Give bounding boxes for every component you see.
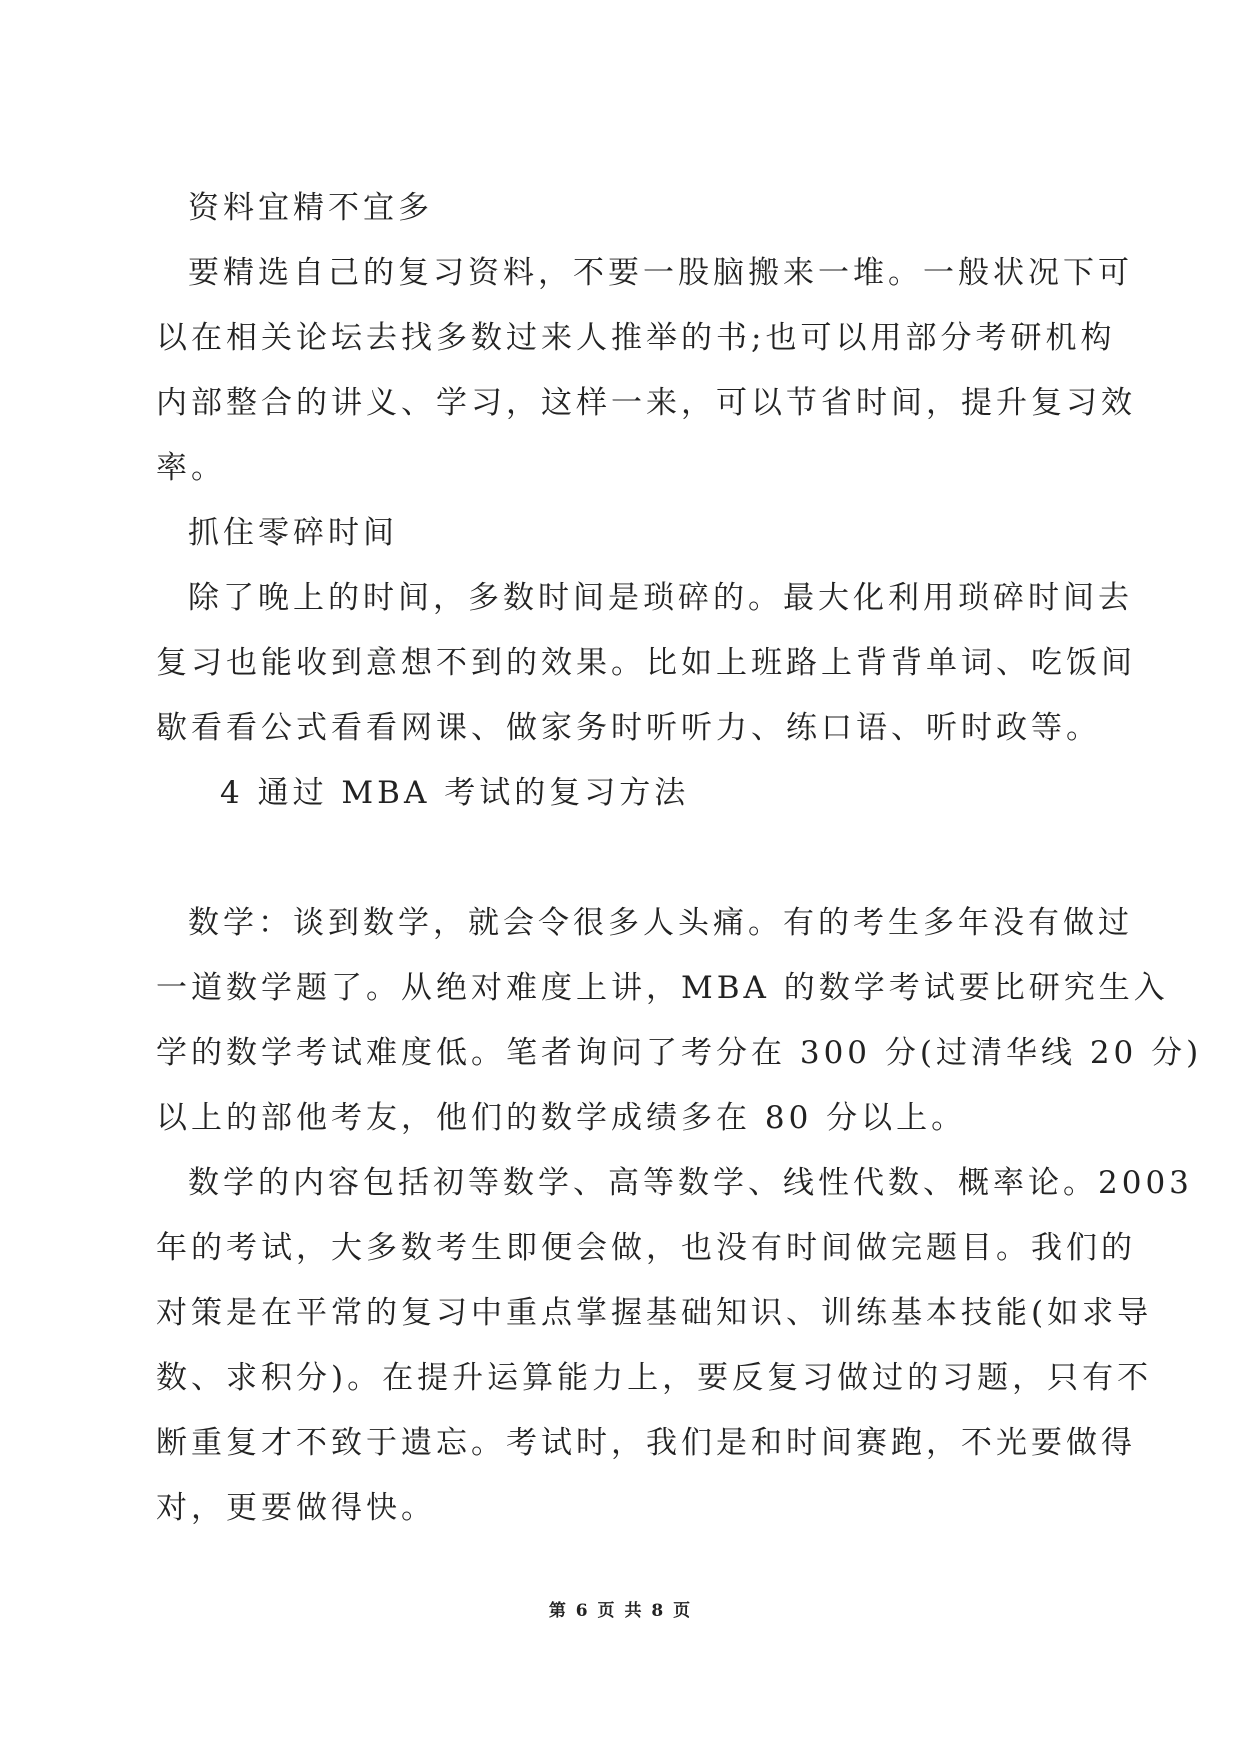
paragraph-line: 复习也能收到意想不到的效果。比如上班路上背背单词、吃饭间: [156, 645, 1136, 681]
paragraph-line: 以上的部他考友，他们的数学成绩多在 80 分以上。: [156, 1100, 967, 1136]
section-heading-spare-time: 抓住零碎时间: [188, 515, 398, 551]
paragraph-line: 一道数学题了。从绝对难度上讲，MBA 的数学考试要比研究生入: [156, 970, 1169, 1006]
section-heading-materials: 资料宜精不宜多: [188, 190, 433, 226]
paragraph-line: 内部整合的讲义、学习，这样一来，可以节省时间，提升复习效: [156, 385, 1136, 421]
paragraph-line: 对，更要做得快。: [156, 1490, 436, 1526]
paragraph-line: 以在相关论坛去找多数过来人推举的书;也可以用部分考研机构: [156, 320, 1116, 356]
paragraph-line: 数、求积分)。在提升运算能力上，要反复习做过的习题，只有不: [156, 1360, 1153, 1396]
paragraph-line: 数学：谈到数学，就会令很多人头痛。有的考生多年没有做过: [188, 905, 1133, 941]
section-heading-mba-methods: 4 通过 MBA 考试的复习方法: [220, 775, 690, 811]
paragraph-line: 率。: [156, 450, 226, 486]
paragraph-line: 歇看看公式看看网课、做家务时听听力、练口语、听时政等。: [156, 710, 1101, 746]
paragraph-line: 断重复才不致于遗忘。考试时，我们是和时间赛跑，不光要做得: [156, 1425, 1136, 1461]
paragraph-line: 学的数学考试难度低。笔者询问了考分在 300 分(过清华线 20 分): [156, 1035, 1203, 1071]
paragraph-line: 要精选自己的复习资料，不要一股脑搬来一堆。一般状况下可: [188, 255, 1133, 291]
paragraph-line: 除了晚上的时间，多数时间是琐碎的。最大化利用琐碎时间去: [188, 580, 1133, 616]
page-number-footer: 第 6 页 共 8 页: [548, 1601, 693, 1621]
paragraph-line: 年的考试，大多数考生即便会做，也没有时间做完题目。我们的: [156, 1230, 1136, 1266]
paragraph-line: 对策是在平常的复习中重点掌握基础知识、训练基本技能(如求导: [156, 1295, 1153, 1331]
paragraph-line: 数学的内容包括初等数学、高等数学、线性代数、概率论。2003: [188, 1165, 1193, 1201]
